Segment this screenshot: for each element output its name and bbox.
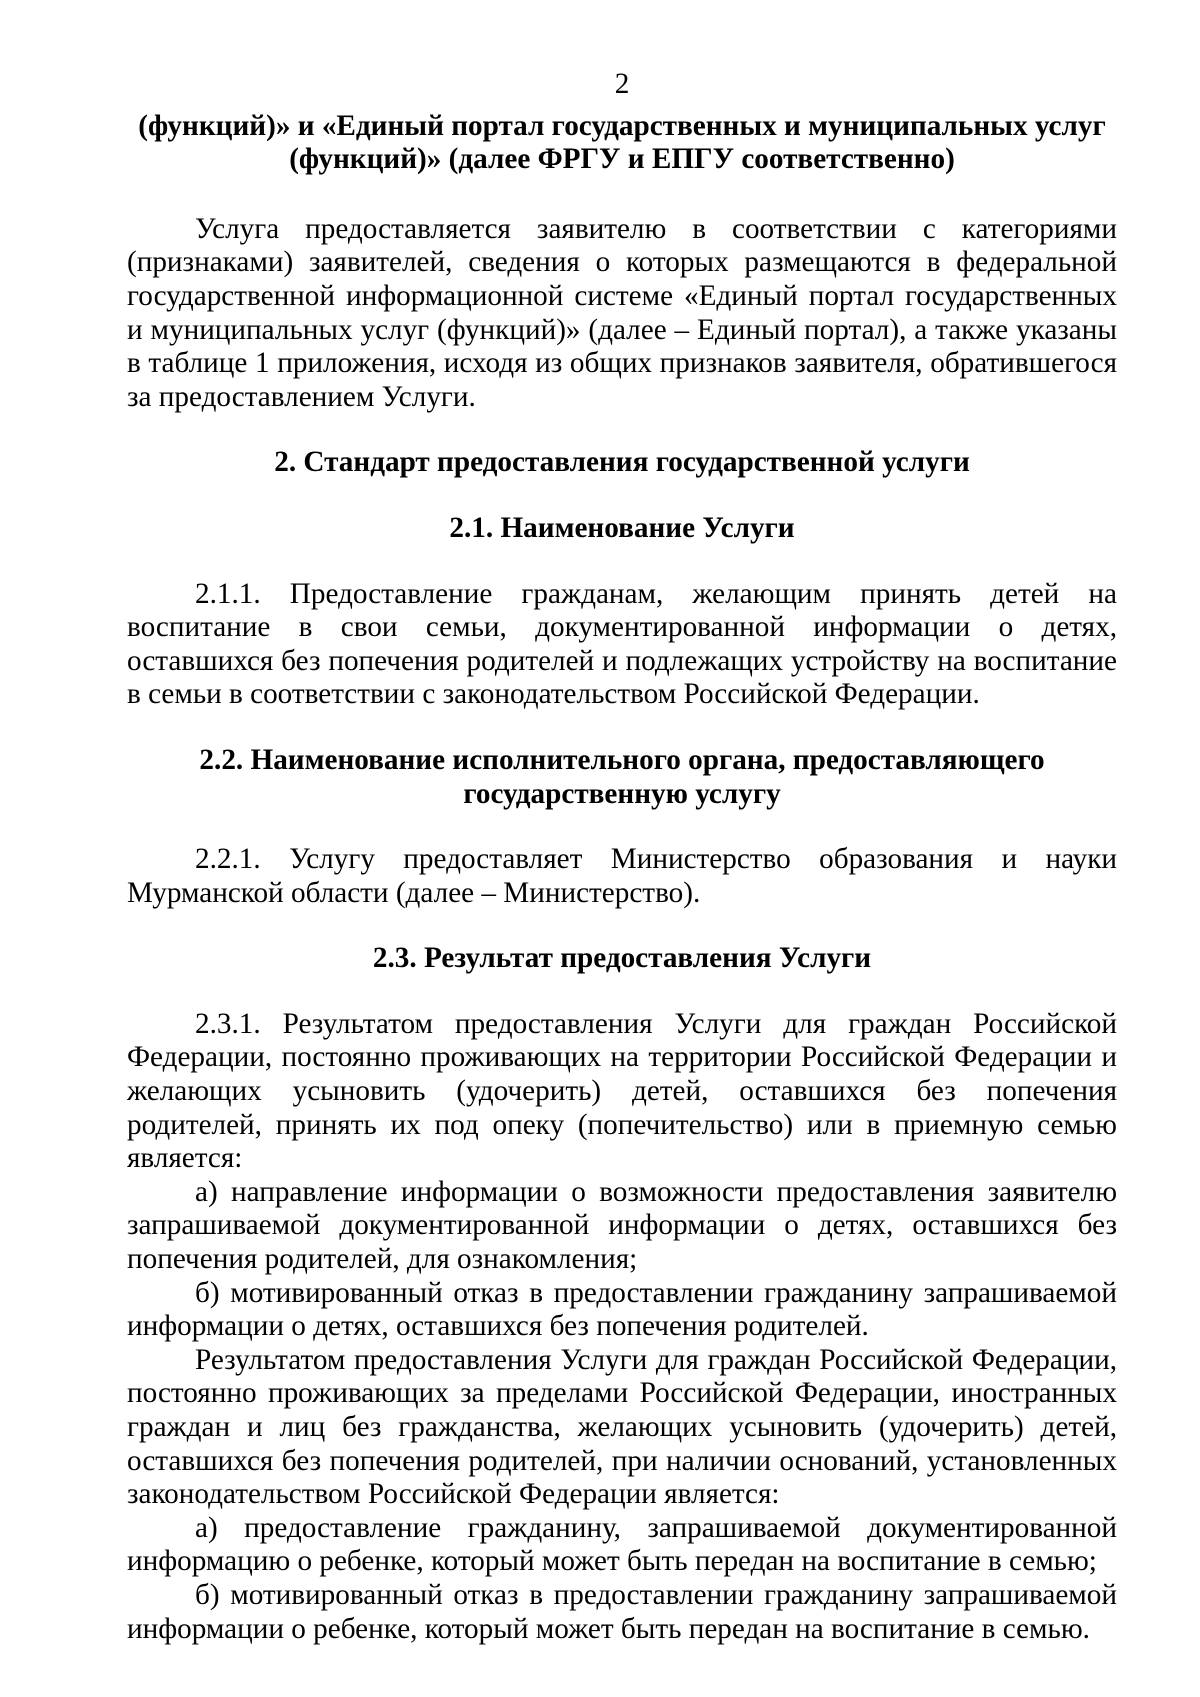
- section-2-3-item-a-2: а) предоставление гражданину, запрашиваемой документированной информацию о ребенке, который может быть передан на воспитание в семью;: [127, 1511, 1117, 1578]
- section-2-1-title: 2.1. Наименование Услуги: [449, 511, 795, 544]
- document-page: [127, 68, 1117, 1646]
- section-2-3-paragraph-2: Результатом предоставления Услуги для граждан Российской Федерации, постоянно проживающих за пределами Российской Федерации, иностранных граждан и лиц без гражданства, желающих усыновить (удочерить) детей, оставшихся без попечения родителей, при наличии оснований, установленных законодательством Российской Федерации является:: [127, 1343, 1117, 1511]
- intro-paragraph: Услуга предоставляется заявителю в соответствии с категориями (признаками) заявителей, сведения о которых размещаются в федеральной государственной информационной системе «Единый портал государственных и муниципальных услуг (функций)» (далее – Единый портал), а также указаны в таблице 1 приложения, исходя из общих признаков заявителя, обратившегося за предоставлением Услуги.: [127, 212, 1117, 413]
- section-2-3-item-b-2: б) мотивированный отказ в предоставлении гражданину запрашиваемой информации о ребенке, который может быть передан на воспитание в семью.: [127, 1578, 1117, 1645]
- section-2-3-item-a: а) направление информации о возможности предоставления заявителю запрашиваемой документированной информации о детях, оставшихся без попечения родителей, для ознакомления;: [127, 1175, 1117, 1276]
- page-number: 2: [614, 68, 630, 100]
- section-2-3-paragraph-1: 2.3.1. Результатом предоставления Услуги для граждан Российской Федерации, постоянно проживающих на территории Российской Федерации и желающих усыновить (удочерить) детей, оставшихся без попечения родителей, принять их под опеку (попечительство) или в приемную семью является:: [127, 1007, 1117, 1175]
- section-2-2-title: 2.2. Наименование исполнительного органа, предоставляющего государственную услугу: [199, 743, 1045, 810]
- continuation-heading: (функций)» и «Единый портал государственных и муниципальных услуг (функций)» (далее ФРГУ и ЕПГУ соответственно): [138, 109, 1106, 176]
- section-2-3-title: 2.3. Результат предоставления Услуги: [372, 942, 872, 975]
- section-2-1-paragraph: 2.1.1. Предоставление гражданам, желающим принять детей на воспитание в свои семьи, документированной информации о детях, оставшихся без попечения родителей и подлежащих устройству на воспитание в семьи в соответствии с законодательством Российской Федерации.: [127, 577, 1117, 711]
- section-2-title: 2. Стандарт предоставления государственной услуги: [274, 446, 970, 479]
- section-2-3-item-b: б) мотивированный отказ в предоставлении гражданину запрашиваемой информации о детях, оставшихся без попечения родителей.: [127, 1276, 1117, 1343]
- section-2-2-paragraph: 2.2.1. Услугу предоставляет Министерство образования и науки Мурманской области (далее – Министерство).: [127, 843, 1117, 909]
